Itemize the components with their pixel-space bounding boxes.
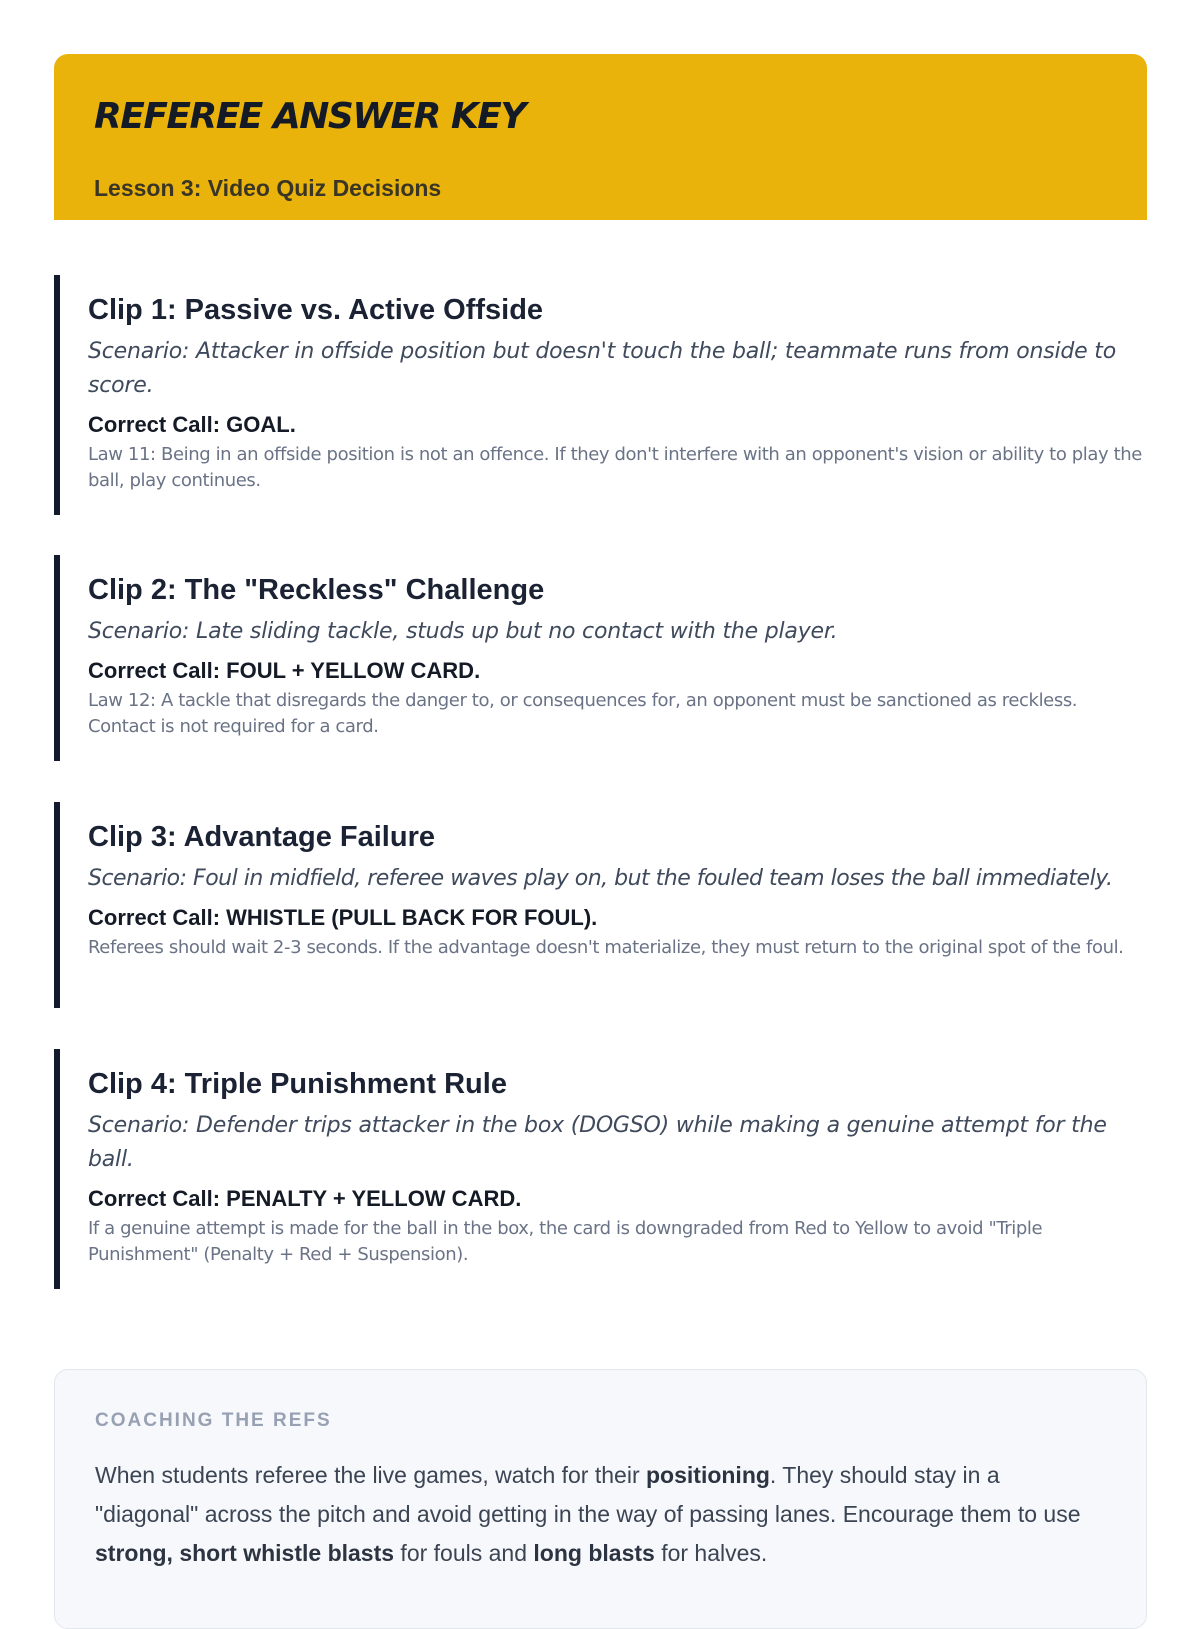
clip-correct-call: Correct Call: WHISTLE (PULL BACK FOR FOUL).	[88, 905, 598, 930]
coaching-heading: COACHING THE REFS	[95, 1410, 332, 1431]
clip-correct-call: Correct Call: FOUL + YELLOW CARD.	[88, 658, 481, 683]
clip-card-4	[54, 1049, 1147, 1289]
coaching-text: When students referee the live games, watch for their	[95, 1462, 646, 1488]
coaching-text: for halves.	[654, 1540, 768, 1566]
coaching-emphasis: positioning	[646, 1462, 770, 1488]
clip-explanation: Law 11: Being in an offside position is not an offence. If they don't interfere with an opponent's vision or ability to play the ball, play continues.	[88, 444, 1142, 491]
answer-key-header	[54, 54, 1147, 220]
clip-correct-call: Correct Call: GOAL.	[88, 412, 296, 437]
clip-card-3	[54, 802, 1147, 1008]
clip-scenario: Scenario: Foul in midfield, referee waves play on, but the fouled team loses the ball immediately.	[88, 866, 1113, 891]
coaching-tips-box	[54, 1369, 1147, 1629]
coaching-text: . They should stay in a "diagonal" across the pitch and avoid getting in the way of passing lanes. Encourage them to use	[95, 1462, 1081, 1527]
clip-title: Clip 4: Triple Punishment Rule	[88, 1068, 507, 1100]
page-title: REFEREE ANSWER KEY	[94, 96, 525, 137]
coaching-emphasis: long blasts	[533, 1540, 655, 1566]
coaching-text: for fouls and	[394, 1540, 534, 1566]
clip-card-2	[54, 555, 1147, 761]
coaching-emphasis: strong, short whistle blasts	[95, 1540, 395, 1566]
clip-title: Clip 3: Advantage Failure	[88, 821, 435, 853]
clip-card-1	[54, 275, 1147, 515]
clip-title: Clip 2: The "Reckless" Challenge	[88, 574, 545, 606]
page-subtitle: Lesson 3: Video Quiz Decisions	[94, 175, 442, 201]
clip-explanation: Law 12: A tackle that disregards the danger to, or consequences for, an opponent must be sanctioned as reckless. Contact is not required for a card.	[88, 690, 1078, 737]
clip-title: Clip 1: Passive vs. Active Offside	[88, 294, 544, 326]
clip-explanation: Referees should wait 2-3 seconds. If the advantage doesn't materialize, they must return to the original spot of the foul.	[88, 937, 1124, 958]
clip-explanation: If a genuine attempt is made for the ball in the box, the card is downgraded from Red to Yellow to avoid "Triple Punishment" (Penalty + Red + Suspension).	[88, 1218, 1043, 1265]
coaching-body	[95, 1456, 1106, 1573]
clip-scenario: Scenario: Late sliding tackle, studs up but no contact with the player.	[88, 619, 838, 644]
clip-scenario: Scenario: Defender trips attacker in the box (DOGSO) while making a genuine attempt for the ball.	[88, 1113, 1107, 1172]
clip-correct-call: Correct Call: PENALTY + YELLOW CARD.	[88, 1186, 522, 1211]
clip-scenario: Scenario: Attacker in offside position but doesn't touch the ball; teammate runs from onside to score.	[88, 339, 1116, 398]
